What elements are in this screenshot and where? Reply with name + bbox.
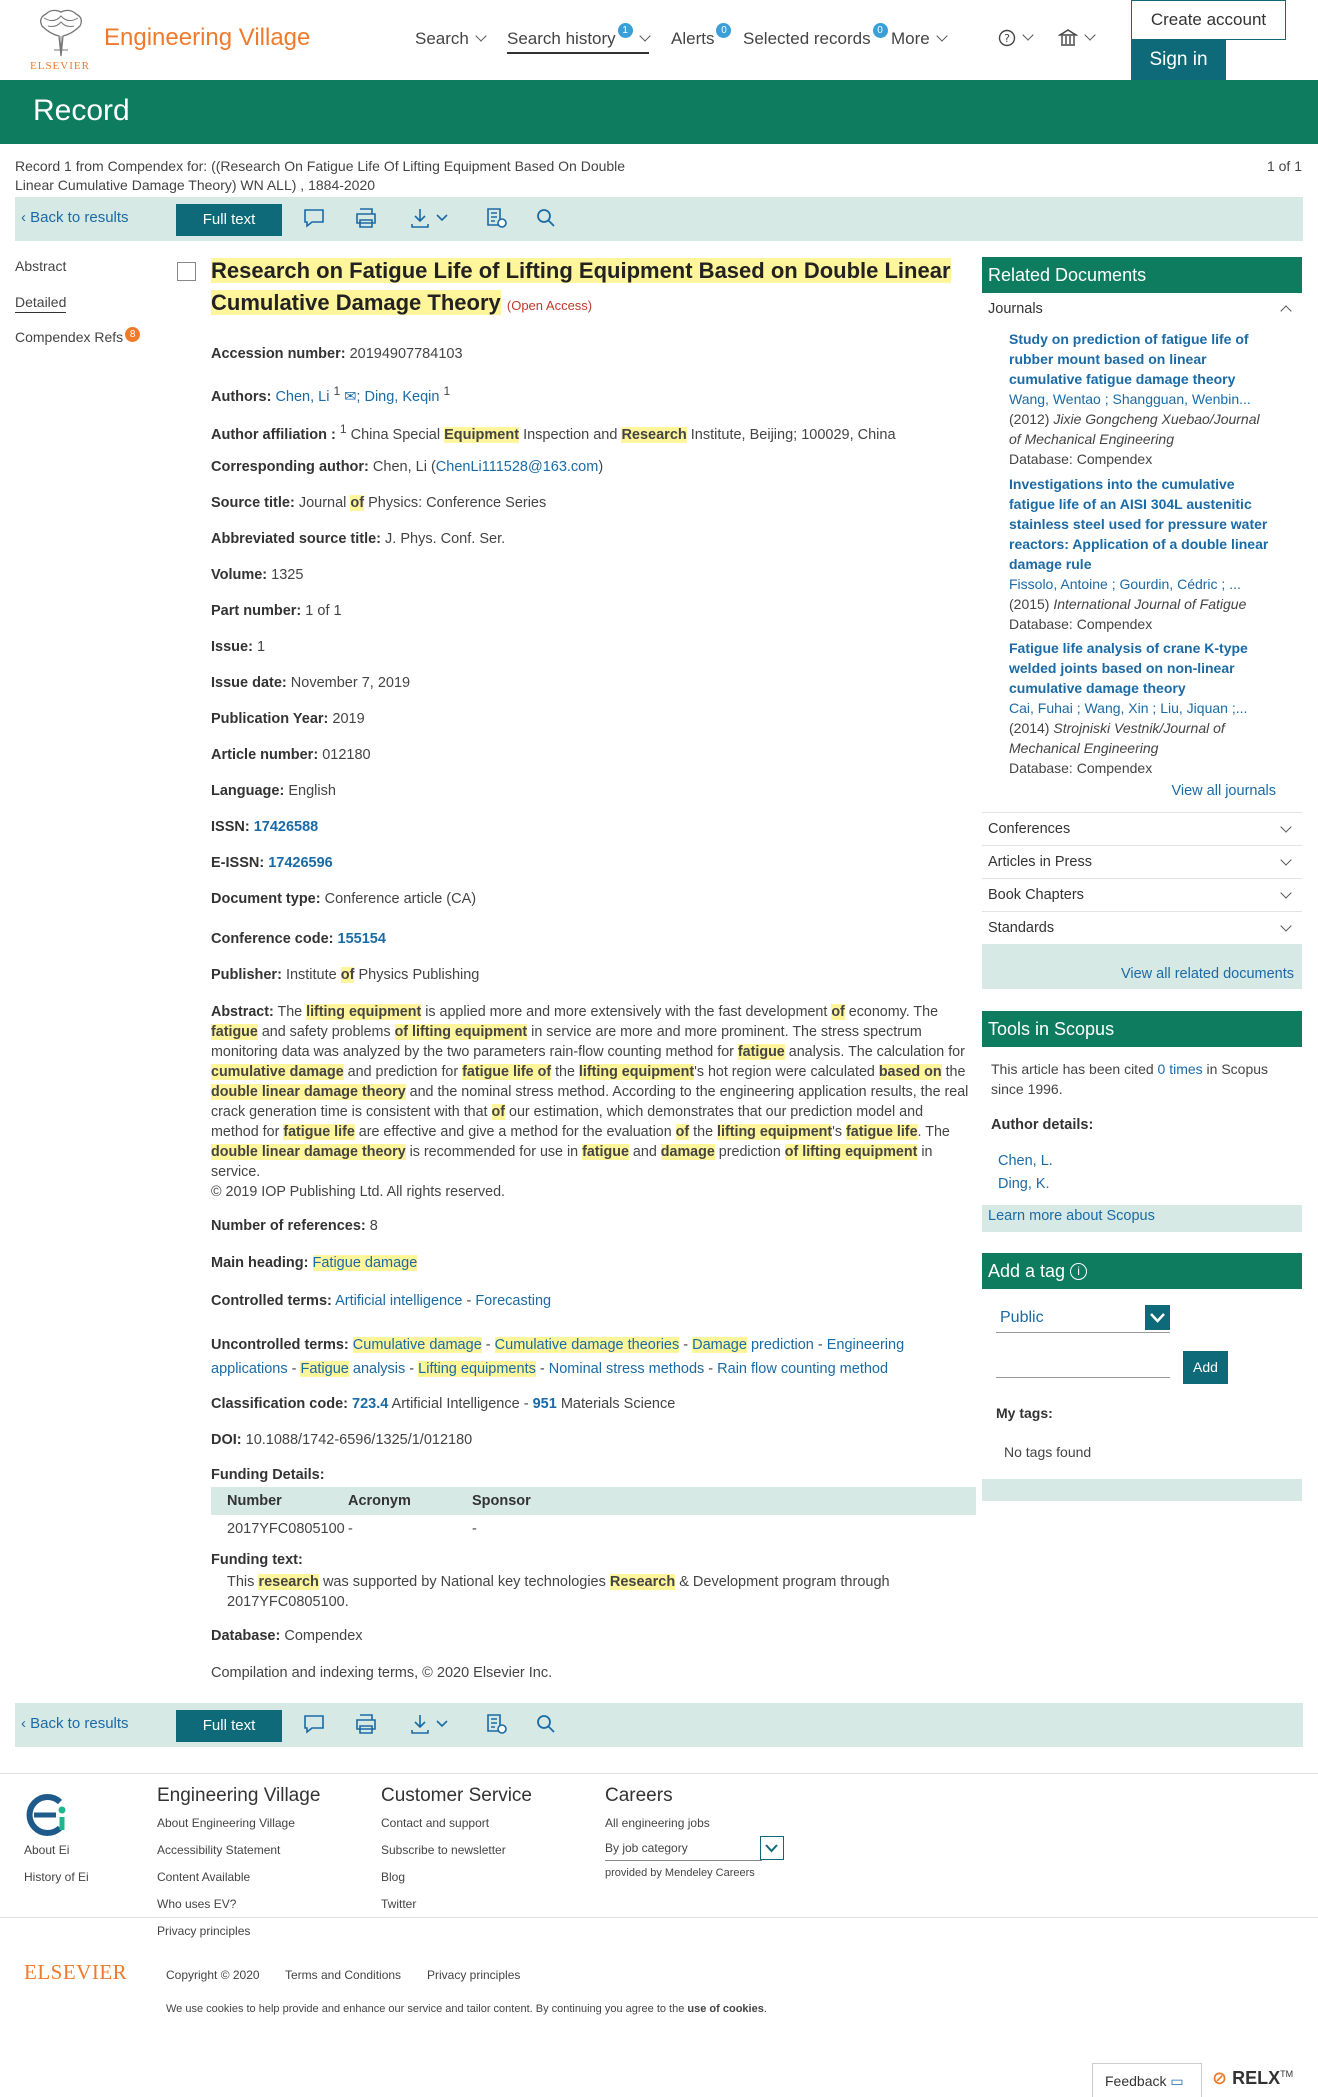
scopus-author-link[interactable] bbox=[998, 1176, 1050, 1192]
refs-label: Compendex Refs bbox=[15, 329, 124, 345]
source-title bbox=[211, 495, 546, 511]
controlled-term-link[interactable]: Artificial intelligence bbox=[335, 1293, 463, 1309]
class-name: Artificial Intelligence bbox=[391, 1396, 520, 1412]
citation-icon[interactable] bbox=[483, 205, 509, 231]
related-doc-item bbox=[1009, 474, 1269, 634]
highlight-term: research bbox=[258, 1574, 319, 1590]
history-ei-link[interactable]: History of Ei bbox=[24, 1870, 89, 1884]
related-doc-authors[interactable]: Cai, Fuhai ; Wang, Xin ; Liu, Jiquan ;... bbox=[1009, 700, 1248, 716]
nav-more[interactable] bbox=[891, 29, 946, 49]
chat-icon: ▭ bbox=[1170, 2073, 1184, 2089]
related-doc-item bbox=[1009, 329, 1269, 469]
chevron-down-icon bbox=[936, 30, 947, 41]
funding-text bbox=[227, 1572, 947, 1612]
publication-year bbox=[211, 711, 365, 727]
accordion-label: Journals bbox=[988, 301, 1043, 317]
table-cell: 2017YFC0805100 bbox=[227, 1521, 345, 1537]
column-header: Sponsor bbox=[472, 1493, 531, 1509]
job-category-dropdown[interactable] bbox=[760, 1836, 784, 1860]
eissn-link[interactable]: 17426596 bbox=[268, 855, 333, 871]
info-icon[interactable]: i bbox=[1070, 1263, 1087, 1280]
sign-in-button[interactable]: Sign in bbox=[1131, 40, 1226, 80]
field-label: Funding text: bbox=[211, 1552, 303, 1568]
field-label: Accession number: bbox=[211, 346, 346, 362]
feedback-button[interactable] bbox=[1092, 2063, 1202, 2097]
chevron-down-icon bbox=[1022, 29, 1033, 40]
elsevier-tree-logo[interactable] bbox=[30, 6, 92, 60]
funding-text-label bbox=[211, 1552, 303, 1568]
book-chapters-accordion[interactable] bbox=[982, 878, 1302, 911]
related-doc-database: Database: Compendex bbox=[1009, 451, 1153, 467]
nav-selected-label: Selected records bbox=[743, 29, 871, 48]
open-access-label: (Open Access) bbox=[506, 298, 593, 313]
related-doc-database: Database: Compendex bbox=[1009, 616, 1153, 632]
related-doc-title-link[interactable]: Fatigue life analysis of crane K-type welded joints based on non-linear cumulative damage theory bbox=[1009, 640, 1248, 696]
eissn bbox=[211, 855, 333, 871]
highlight-term: of bbox=[340, 967, 355, 983]
refs-count-badge: 8 bbox=[125, 327, 140, 342]
comment-icon[interactable] bbox=[301, 1711, 327, 1737]
scopus-author-name: Ding, K. bbox=[998, 1176, 1050, 1192]
field-label: DOI: bbox=[211, 1432, 242, 1448]
database bbox=[211, 1628, 363, 1644]
related-doc-database: Database: Compendex bbox=[1009, 760, 1153, 776]
uncontrolled-term-link[interactable]: Cumulative damage bbox=[352, 1337, 482, 1353]
select-value: By job category bbox=[605, 1841, 688, 1855]
footer-ev-link[interactable]: Accessibility Statement bbox=[157, 1843, 281, 1857]
nav-search[interactable] bbox=[415, 29, 485, 49]
dropdown-toggle[interactable] bbox=[1145, 1305, 1170, 1330]
field-label: Publisher: bbox=[211, 967, 282, 983]
related-doc-title-link[interactable]: Investigations into the cumulative fatigue life of an AISI 304L austenitic stainless steel used for pressure water reactors: Application of a double linear damage rule bbox=[1009, 476, 1269, 572]
footer-ev-link[interactable]: Who uses EV? bbox=[157, 1897, 237, 1911]
cited-times-link[interactable]: 0 times bbox=[1157, 1061, 1203, 1077]
print-icon[interactable] bbox=[353, 205, 379, 231]
accordion-label: Standards bbox=[988, 920, 1055, 936]
term-separator: - bbox=[466, 1293, 472, 1309]
tag-visibility-select[interactable] bbox=[996, 1303, 1170, 1333]
feedback-label: Feedback bbox=[1105, 2073, 1167, 2089]
field-label: Corresponding author: bbox=[211, 459, 369, 475]
field-label: Conference code: bbox=[211, 931, 334, 947]
affiliation-text: Inspection and bbox=[523, 426, 618, 443]
column-header: Number bbox=[227, 1493, 282, 1509]
issn bbox=[211, 819, 318, 835]
add-tag-button[interactable]: Add bbox=[1183, 1351, 1228, 1384]
relx-mark-icon: ⊘ bbox=[1212, 2068, 1228, 2088]
highlight-term: Equipment bbox=[444, 426, 520, 443]
comment-icon[interactable] bbox=[301, 205, 327, 231]
record-toolbar-top bbox=[15, 197, 1303, 241]
nav-search-label: Search bbox=[415, 29, 469, 48]
abstract-text: Abstract: The lifting equipment is applied more and more extensively with the fast development of economy. The fatigue and safety problems of lifting equipment in service are more and more prominent. The stress spectrum monitoring data was analyzed by the two parameters rain-flow counting method for fatigue analysis. The calculation for cumulative damage and prediction for fatigue life of the lifting equipment's hot region were calculated based on the double linear damage theory and the nominal stress method. According to the engineering application results, the real crack generation time is consistent with that of our estimation, which demonstrates that our prediction model and method for fatigue life are effective and give a method for the evaluation of the lifting equipment's fatigue life. The double linear damage theory is recommended for use in fatigue and damage prediction of lifting equipment in service. © 2019 IOP Publishing Ltd. All rights reserved. bbox=[211, 1004, 969, 1200]
selected-count-badge: 0 bbox=[873, 23, 888, 38]
nav-alerts[interactable] bbox=[671, 24, 731, 49]
alerts-count-badge: 0 bbox=[716, 23, 731, 38]
controlled-terms bbox=[211, 1293, 551, 1309]
help-icon bbox=[998, 29, 1016, 47]
chevron-down-icon bbox=[1280, 920, 1291, 931]
field-value: J. Phys. Conf. Ser. bbox=[385, 531, 506, 547]
record-heading: Record bbox=[33, 94, 130, 127]
field-label: Issue date: bbox=[211, 675, 287, 691]
chevron-down-icon bbox=[1084, 29, 1095, 40]
back-to-results-link[interactable]: ‹ Back to results bbox=[21, 209, 129, 226]
field-value: Institute bbox=[285, 967, 337, 983]
related-doc-journal: Strojniski Vestnik/Journal of Mechanical Engineering bbox=[1009, 720, 1225, 756]
search-icon[interactable] bbox=[533, 205, 559, 231]
field-value: English bbox=[288, 783, 336, 799]
article-title bbox=[211, 255, 951, 322]
uncontrolled-term-link[interactable]: Lifting equipments bbox=[418, 1361, 536, 1377]
issn-link[interactable]: 17426588 bbox=[253, 819, 319, 835]
record-search-info: Record 1 from Compendex for: ((Research On Fatigue Life Of Lifting Equipment Based On Double Linear Cumulative Damage Theory) WN ALL) , 1884-2020 bbox=[15, 158, 626, 193]
highlight-term: Research bbox=[621, 426, 687, 443]
accordion-label: Conferences bbox=[988, 821, 1071, 837]
table-row bbox=[211, 1515, 976, 1543]
nav-more-label: More bbox=[891, 29, 930, 48]
left-nav-compendex-refs[interactable] bbox=[15, 329, 140, 347]
footer-ev-link[interactable]: Privacy principles bbox=[157, 1924, 251, 1938]
job-category-select[interactable] bbox=[605, 1841, 762, 1861]
svg-text:?: ? bbox=[1004, 32, 1010, 45]
mendeley-careers-note: provided by Mendeley Careers bbox=[605, 1867, 755, 1879]
articles-in-press-accordion[interactable] bbox=[982, 845, 1302, 878]
scopus-citation-count bbox=[991, 1059, 1291, 1099]
field-label: Number of references: bbox=[211, 1218, 366, 1234]
funding-table bbox=[211, 1487, 976, 1543]
author-link[interactable]: Ding, Keqin bbox=[364, 388, 440, 405]
relx-wordmark: RELX bbox=[1232, 2068, 1281, 2088]
authors bbox=[211, 384, 450, 405]
affiliation-sup: 1 bbox=[339, 422, 347, 436]
cookie-text: We use cookies to help provide and enhance our service and tailor content. By continuing you agree to the bbox=[166, 2003, 685, 2015]
view-all-journals-link[interactable] bbox=[1171, 783, 1276, 799]
history-count-badge: 1 bbox=[618, 23, 633, 38]
nav-search-history[interactable] bbox=[507, 24, 649, 54]
field-value: Chen, Li bbox=[372, 459, 427, 475]
cookies-link[interactable]: use of cookies bbox=[687, 2003, 764, 2015]
field-value: Physics Publishing bbox=[358, 967, 480, 983]
institution-menu[interactable] bbox=[1058, 29, 1094, 47]
related-doc-authors[interactable]: Wang, Wentao ; Shangguan, Wenbin... bbox=[1009, 391, 1251, 407]
language bbox=[211, 783, 336, 799]
help-menu[interactable] bbox=[998, 29, 1032, 47]
terms-link[interactable]: Terms and Conditions bbox=[285, 1968, 402, 1982]
corresponding-email-link[interactable]: ChenLi111528@163.com bbox=[435, 459, 599, 475]
left-nav-detailed[interactable]: Detailed bbox=[15, 294, 66, 313]
standards-accordion[interactable] bbox=[982, 911, 1302, 944]
uncontrolled-terms: Uncontrolled terms: Cumulative damage - Cumulative damage theories - Damage prediction - Engineering applications - Fatigue analysis - Lifting equipments - Nominal stress methods - Rain flow counting method bbox=[211, 1337, 905, 1377]
citation-icon[interactable] bbox=[483, 1711, 509, 1737]
field-value: 20194907784103 bbox=[349, 346, 463, 362]
record-toolbar-bottom bbox=[15, 1703, 1303, 1747]
field-label: Document type: bbox=[211, 891, 321, 907]
accordion-label: Book Chapters bbox=[988, 887, 1084, 903]
related-doc-year: (2015) bbox=[1009, 596, 1050, 612]
conferences-accordion[interactable] bbox=[982, 812, 1302, 845]
publisher bbox=[211, 967, 479, 983]
email-icon[interactable]: ✉ bbox=[344, 388, 357, 405]
main-heading-link[interactable]: Fatigue damage bbox=[312, 1255, 418, 1271]
nav-alerts-label: Alerts bbox=[671, 29, 715, 48]
field-value: 012180 bbox=[322, 747, 371, 763]
funding-details-label bbox=[211, 1467, 325, 1483]
column-header: Acronym bbox=[348, 1493, 411, 1509]
select-value: Public bbox=[1000, 1309, 1044, 1326]
class-code-link[interactable]: 723.4 bbox=[352, 1396, 389, 1412]
chevron-down-icon bbox=[1280, 887, 1291, 898]
accordion-label: Articles in Press bbox=[988, 854, 1092, 870]
elsevier-wordmark: ELSEVIER bbox=[30, 60, 90, 72]
about-ei-link[interactable]: About Ei bbox=[24, 1843, 70, 1857]
accession-number bbox=[211, 346, 463, 362]
footer-copyright: Copyright © 2020 bbox=[166, 1968, 260, 1982]
funding-text-part: This bbox=[227, 1574, 255, 1590]
related-doc-title-link[interactable]: Study on prediction of fatigue life of rubber mount based on linear cumulative fatigue damage theory bbox=[1009, 331, 1249, 387]
field-value: 10.1088/1742-6596/1325/1/012180 bbox=[245, 1432, 473, 1448]
select-record-checkbox[interactable] bbox=[177, 262, 196, 281]
footer-cs-link[interactable]: Blog bbox=[381, 1870, 406, 1884]
chevron-up-icon bbox=[1280, 305, 1291, 316]
footer-divider bbox=[0, 1773, 1318, 1774]
all-jobs-link[interactable]: All engineering jobs bbox=[605, 1816, 710, 1830]
related-doc-year: (2012) bbox=[1009, 411, 1050, 427]
doi bbox=[211, 1432, 472, 1448]
top-header bbox=[0, 0, 1318, 80]
field-label: Classification code: bbox=[211, 1396, 348, 1412]
controlled-term-link[interactable]: Forecasting bbox=[475, 1293, 552, 1309]
scopus-panel bbox=[982, 1011, 1302, 1232]
related-doc-journal: International Journal of Fatigue bbox=[1053, 596, 1247, 612]
uncontrolled-term-link[interactable]: prediction bbox=[750, 1337, 814, 1353]
compilation-note: Compilation and indexing terms, © 2020 Elsevier Inc. bbox=[211, 1665, 553, 1681]
relx-logo[interactable] bbox=[1212, 2068, 1293, 2089]
funding-text-part: 2017YFC0805100. bbox=[227, 1594, 349, 1610]
chevron-down-icon bbox=[475, 30, 486, 41]
chevron-down-icon bbox=[1280, 854, 1291, 865]
affiliation-text: Institute, Beijing; 100029, China bbox=[690, 426, 896, 443]
field-label: Volume: bbox=[211, 567, 268, 583]
scopus-author-name: Chen, L. bbox=[998, 1153, 1053, 1169]
field-label: Publication Year: bbox=[211, 711, 329, 727]
cited-text: in Scopus since 1996. bbox=[991, 1061, 1269, 1097]
view-all-related-label: View all related documents bbox=[1120, 966, 1294, 982]
uncontrolled-term-link[interactable]: Rain flow counting method bbox=[717, 1361, 889, 1377]
related-documents-panel bbox=[982, 257, 1302, 989]
volume bbox=[211, 567, 303, 583]
field-value: November 7, 2019 bbox=[290, 675, 411, 691]
conference-code-link[interactable]: 155154 bbox=[337, 931, 386, 947]
add-tag-heading-label: Add a tag bbox=[988, 1261, 1066, 1281]
uncontrolled-term-link[interactable]: Engineering applications bbox=[211, 1337, 905, 1377]
ei-logo-icon[interactable] bbox=[22, 1790, 72, 1840]
print-icon[interactable] bbox=[353, 1711, 379, 1737]
add-tag-heading bbox=[982, 1253, 1302, 1289]
left-nav-abstract[interactable]: Abstract bbox=[15, 258, 67, 274]
elsevier-footer-logo[interactable]: ELSEVIER bbox=[24, 1960, 128, 1984]
field-label: Language: bbox=[211, 783, 285, 799]
chevron-down-icon bbox=[1280, 821, 1291, 832]
document-type bbox=[211, 891, 476, 907]
class-name: Materials Science bbox=[560, 1396, 676, 1412]
field-value: 1325 bbox=[271, 567, 304, 583]
footer-careers-heading: Careers bbox=[605, 1785, 673, 1806]
cookie-notice: We use cookies to help provide and enhance our service and tailor content. By continuing you agree to the use of cookies. bbox=[166, 2003, 767, 2015]
uncontrolled-term-link[interactable]: Cumulative damage theories bbox=[494, 1337, 680, 1353]
full-text-button[interactable]: Full text bbox=[176, 204, 282, 236]
journals-accordion[interactable] bbox=[982, 293, 1302, 326]
field-label: Author affiliation : bbox=[211, 426, 336, 443]
author-affiliation-sup: 1 bbox=[443, 384, 451, 398]
nav-selected-records[interactable] bbox=[743, 24, 888, 49]
chevron-down-icon bbox=[1145, 1305, 1170, 1330]
footer-cs-heading: Customer Service bbox=[381, 1785, 532, 1806]
chevron-down-icon bbox=[639, 30, 650, 41]
uncontrolled-term-link[interactable]: Damage bbox=[692, 1337, 747, 1353]
table-cell: - bbox=[472, 1521, 477, 1537]
my-tags-label: My tags: bbox=[996, 1405, 1053, 1421]
issue-date bbox=[211, 675, 410, 691]
uncontrolled-term-link[interactable]: Nominal stress methods bbox=[548, 1361, 705, 1377]
field-label: Abbreviated source title: bbox=[211, 531, 382, 547]
download-icon[interactable] bbox=[409, 1711, 453, 1737]
footer-cs-link[interactable]: Subscribe to newsletter bbox=[381, 1843, 506, 1857]
affiliation-text: China Special bbox=[350, 426, 441, 443]
field-label: Source title: bbox=[211, 495, 295, 511]
field-label: Database: bbox=[211, 1628, 281, 1644]
highlight-term: Research bbox=[609, 1574, 676, 1590]
class-code-link[interactable]: 951 bbox=[532, 1396, 557, 1412]
author-details-label: Author details: bbox=[991, 1117, 1094, 1133]
footer-ev-link[interactable]: Content Available bbox=[157, 1870, 251, 1884]
table-cell: - bbox=[348, 1521, 353, 1537]
learn-more-label: Learn more about Scopus bbox=[988, 1208, 1155, 1224]
author-affiliation bbox=[211, 422, 896, 443]
field-value: 8 bbox=[369, 1218, 378, 1234]
abbrev-source-title bbox=[211, 531, 505, 547]
field-label: Issue: bbox=[211, 639, 253, 655]
article-title-text: Research on Fatigue Life of Lifting Equipment Based on Double Linear Cumulative Damage Theory bbox=[211, 258, 951, 315]
chevron-down-icon bbox=[761, 1837, 782, 1858]
field-value: 1 bbox=[256, 639, 266, 655]
issue bbox=[211, 639, 265, 655]
funding-text-part: & Development program through bbox=[679, 1574, 890, 1590]
trademark-sup: TM bbox=[1280, 2069, 1294, 2079]
download-icon[interactable] bbox=[409, 205, 453, 231]
funding-text-part: was supported by National key technologies bbox=[322, 1574, 606, 1590]
related-doc-journal: Jixie Gongcheng Xuebao/Journal of Mechanical Engineering bbox=[1009, 411, 1260, 447]
conference-code bbox=[211, 931, 386, 947]
search-icon[interactable] bbox=[533, 1711, 559, 1737]
add-tag-panel bbox=[982, 1253, 1302, 1501]
view-all-journals-label: View all journals bbox=[1171, 783, 1276, 799]
part-number bbox=[211, 603, 342, 619]
view-all-related-link[interactable] bbox=[1121, 966, 1294, 982]
field-value: Compendex bbox=[284, 1628, 363, 1644]
funding-table-header bbox=[211, 1487, 976, 1515]
classification-code: Classification code: 723.4 Artificial Intelligence - 951 Materials Science bbox=[211, 1396, 676, 1412]
number-of-references bbox=[211, 1218, 378, 1234]
field-value: 2019 bbox=[332, 711, 365, 727]
author-affiliation-sup: 1 bbox=[333, 384, 341, 398]
nav-history-label: Search history bbox=[507, 29, 616, 48]
tag-input[interactable] bbox=[996, 1348, 1170, 1378]
author-link[interactable]: Chen, Li bbox=[275, 388, 330, 405]
field-label: Article number: bbox=[211, 747, 319, 763]
footer-cs-link[interactable]: Contact and support bbox=[381, 1816, 490, 1830]
back-label: Back to results bbox=[30, 209, 129, 226]
field-label: Main heading: bbox=[211, 1255, 309, 1271]
no-tags-text: No tags found bbox=[1004, 1444, 1092, 1460]
related-doc-item bbox=[1009, 638, 1269, 778]
cited-text: This article has been cited bbox=[991, 1061, 1154, 1077]
footer-ev-link[interactable]: About Engineering Village bbox=[157, 1816, 295, 1830]
brand-title[interactable]: Engineering Village bbox=[104, 24, 311, 51]
footer-bottom-divider bbox=[0, 1917, 1318, 1918]
field-label: E-ISSN: bbox=[211, 855, 265, 871]
field-label: ISSN: bbox=[211, 819, 250, 835]
field-label: Funding Details: bbox=[211, 1467, 325, 1483]
related-documents-heading: Related Documents bbox=[982, 257, 1302, 293]
field-label: Uncontrolled terms: bbox=[211, 1337, 349, 1353]
learn-more-scopus-link[interactable] bbox=[988, 1208, 1155, 1224]
create-account-button[interactable]: Create account bbox=[1131, 0, 1286, 40]
field-label: Part number: bbox=[211, 603, 302, 619]
field-label: Abstract: bbox=[211, 1004, 274, 1020]
footer-cs-link[interactable]: Twitter bbox=[381, 1897, 417, 1911]
field-value: Journal bbox=[298, 495, 347, 511]
field-value: Physics: Conference Series bbox=[368, 495, 547, 511]
page-count: 1 of 1 bbox=[1266, 158, 1302, 174]
footer-ev-heading: Engineering Village bbox=[157, 1785, 321, 1806]
institution-icon bbox=[1058, 29, 1078, 47]
author-separator: ; bbox=[356, 388, 361, 405]
field-label: Authors: bbox=[211, 388, 272, 405]
field-value: Conference article (CA) bbox=[324, 891, 477, 907]
abstract-copyright: © 2019 IOP Publishing Ltd. All rights reserved. bbox=[211, 1184, 505, 1200]
field-label: Controlled terms: bbox=[211, 1293, 332, 1309]
field-value: 1 of 1 bbox=[305, 603, 342, 619]
highlight-term: of bbox=[350, 495, 365, 511]
full-text-button[interactable]: Full text bbox=[176, 1710, 282, 1742]
record-title-bar bbox=[0, 80, 1318, 144]
scopus-author-link[interactable] bbox=[998, 1153, 1053, 1169]
corresponding-author: Corresponding author: Chen, Li (ChenLi111528@163.com) bbox=[211, 459, 604, 475]
article-number bbox=[211, 747, 371, 763]
back-to-results-link[interactable]: ‹ Back to results bbox=[21, 1715, 129, 1732]
related-doc-authors[interactable]: Fissolo, Antoine ; Gourdin, Cédric ; ... bbox=[1009, 576, 1241, 592]
back-label: Back to results bbox=[30, 1715, 129, 1732]
uncontrolled-term-link[interactable]: analysis bbox=[352, 1361, 406, 1377]
scopus-heading: Tools in Scopus bbox=[982, 1011, 1302, 1047]
privacy-link[interactable]: Privacy principles bbox=[427, 1968, 521, 1982]
related-doc-year: (2014) bbox=[1009, 720, 1050, 736]
uncontrolled-term-link[interactable]: Fatigue bbox=[300, 1361, 349, 1377]
main-heading bbox=[211, 1255, 417, 1271]
